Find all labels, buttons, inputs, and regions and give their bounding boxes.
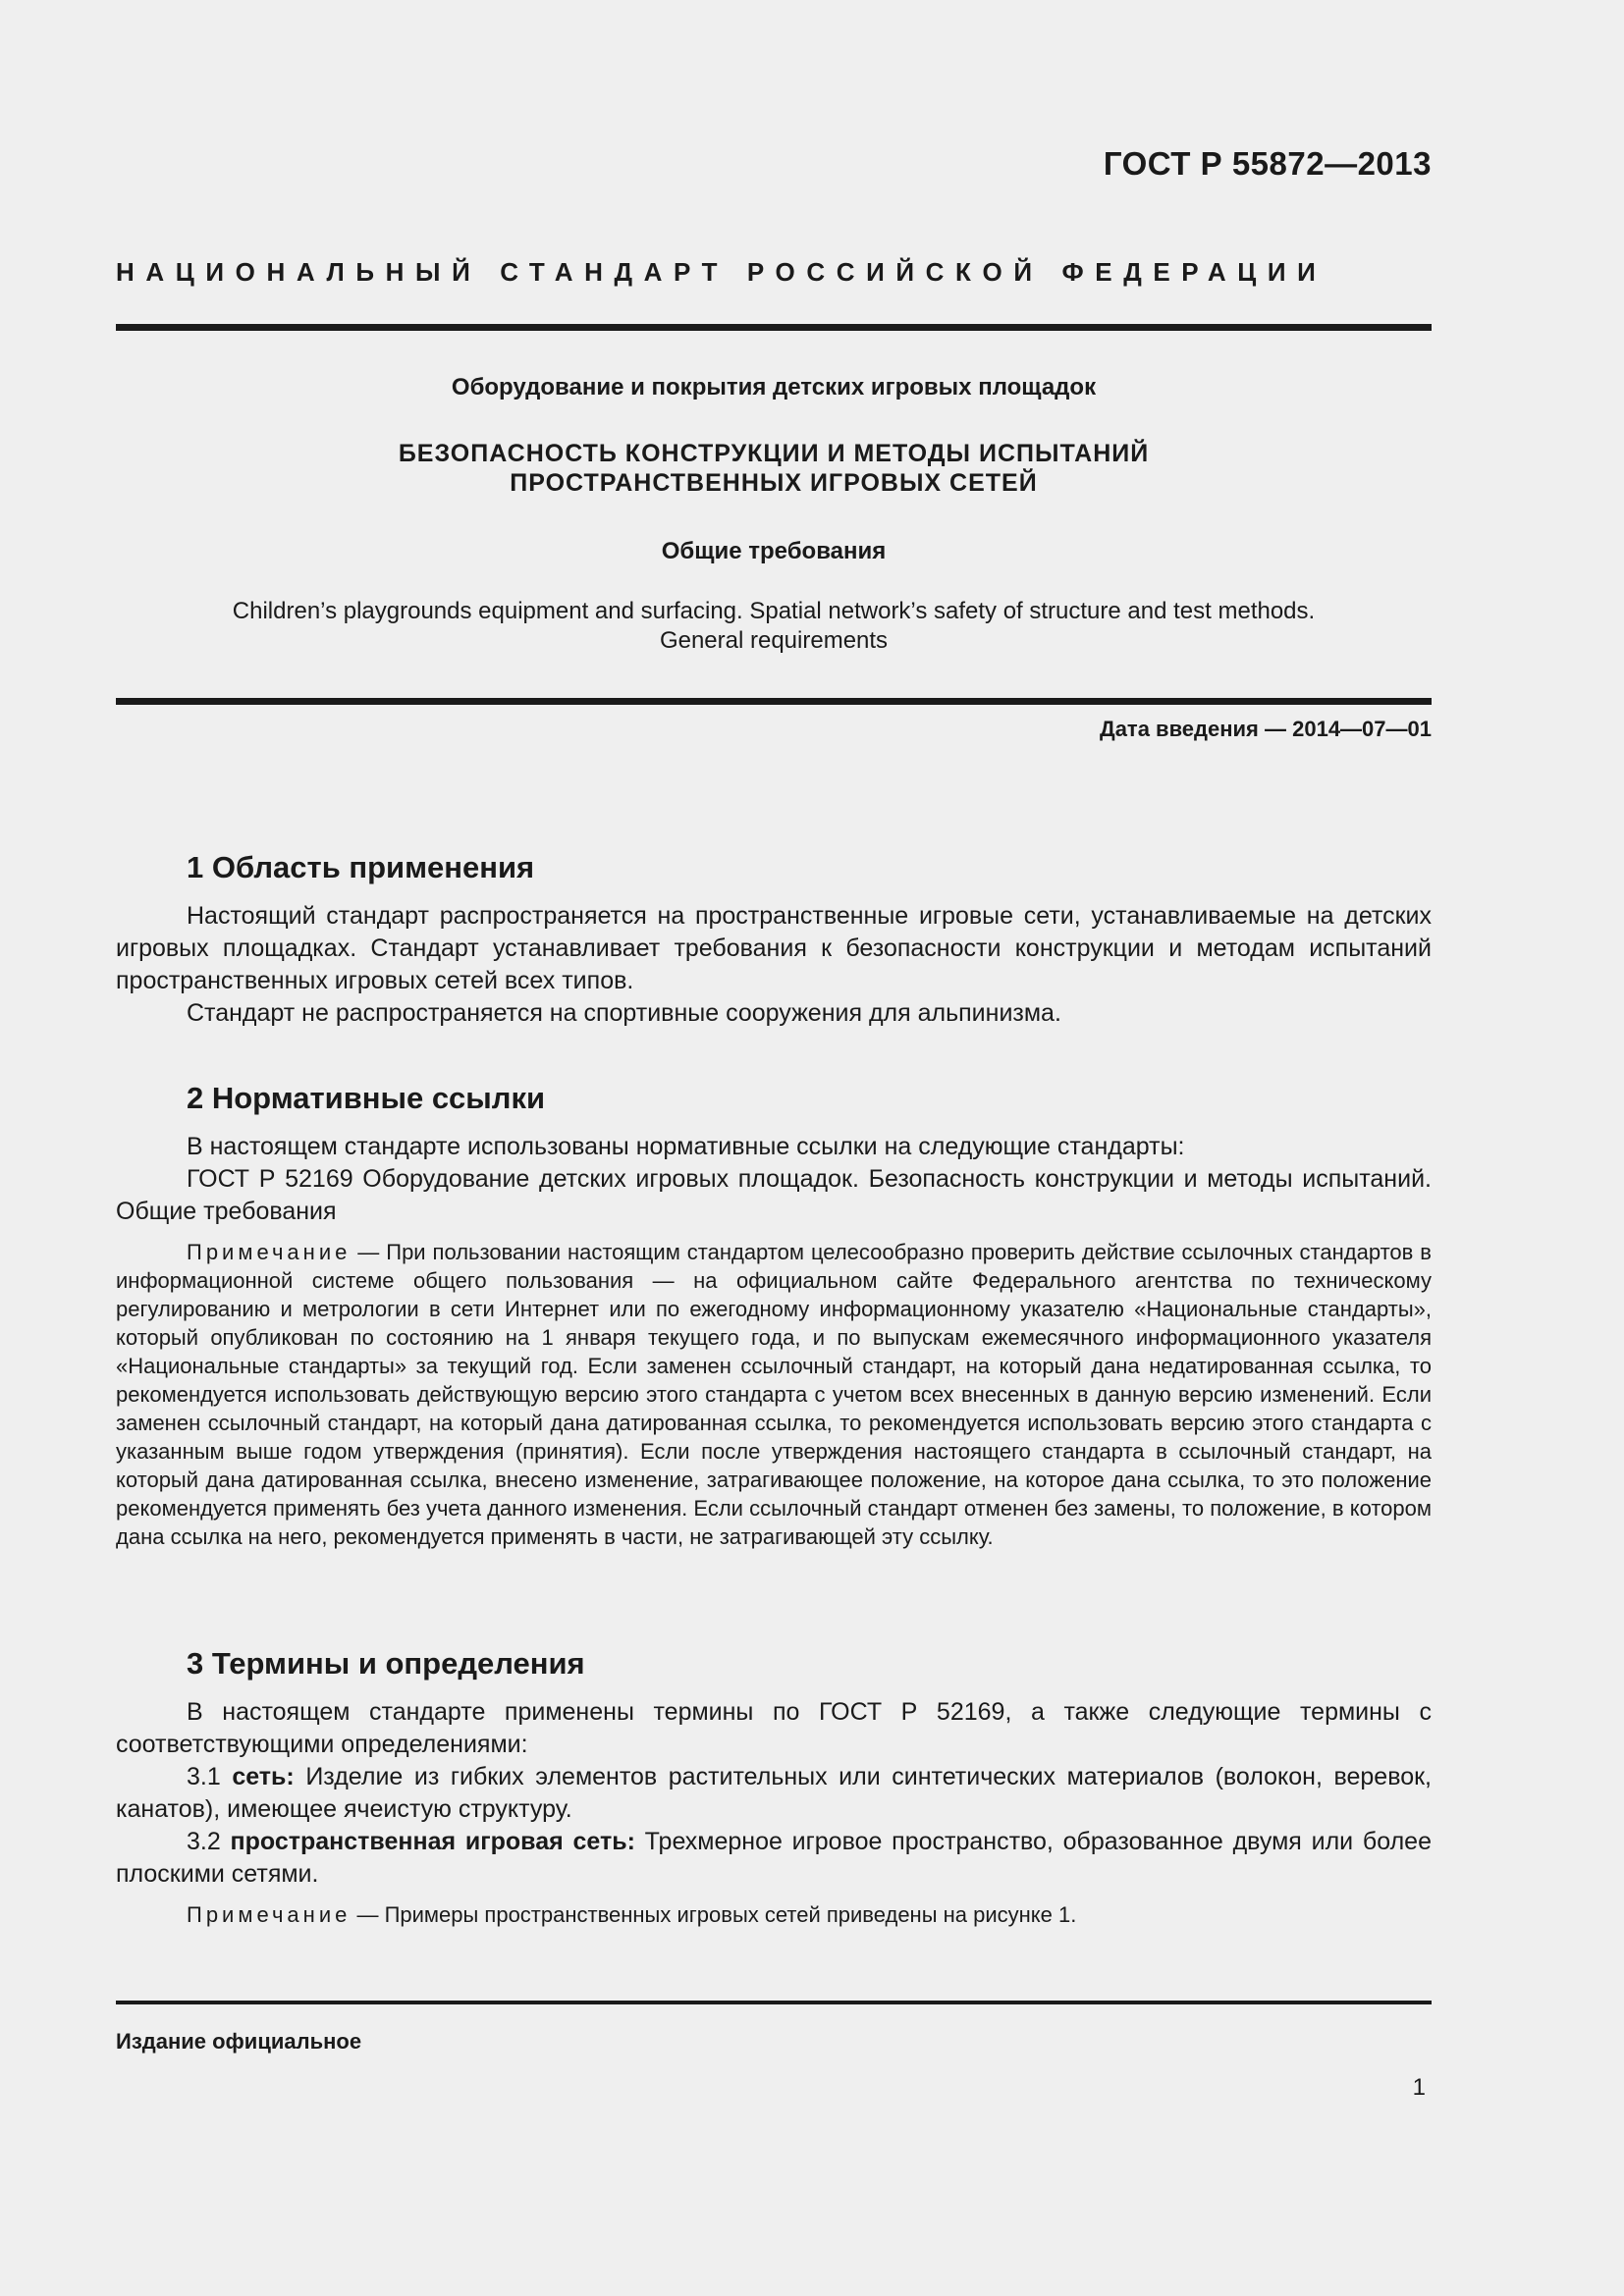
section-2-heading: 2 Нормативные ссылки	[187, 1081, 546, 1115]
term-3-1-definition: Изделие из гибких элементов растительных или синтетических материалов (волокон, веревок, канатов), имеющее ячеистую структуру.	[116, 1763, 1432, 1823]
term-3-2	[116, 1826, 1432, 1891]
section-1-paragraph-2: Стандарт не распространяется на спортивные сооружения для альпинизма.	[187, 999, 1061, 1027]
section-1-paragraph-1: Настоящий стандарт распространяется на пространственные игровые сети, устанавливаемые на детских игровых площадках. Стандарт устанавливает требования к безопасности конструкции и методам испытаний пространственных игровых сетей всех типов.	[116, 902, 1432, 994]
section-3	[116, 1646, 1432, 1929]
title-general-requirements: Общие требования	[661, 538, 887, 564]
gost-code: ГОСТ Р 55872—2013	[1103, 145, 1432, 182]
section-1-heading: 1 Область применения	[187, 850, 535, 884]
english-title	[116, 597, 1432, 656]
title-bottom-rule	[116, 698, 1432, 705]
official-edition-label: Издание официальное	[116, 2029, 362, 2054]
note-text: — Примеры пространственных игровых сетей приведены на рисунке 1.	[351, 1902, 1077, 1927]
top-rule	[116, 324, 1432, 331]
page-number: 1	[1412, 2074, 1426, 2101]
english-title-line-b: General requirements	[659, 627, 889, 654]
national-standard-banner: НАЦИОНАЛЬНЫЙ СТАНДАРТ РОССИЙСКОЙ ФЕДЕРАЦИИ	[116, 257, 1327, 287]
title-line-1: Оборудование и покрытия детских игровых площадок	[451, 374, 1097, 400]
term-3-1-number: 3.1	[187, 1763, 233, 1790]
document-page	[116, 0, 1432, 2296]
title-main-line-b: ПРОСТРАНСТВЕННЫХ ИГРОВЫХ СЕТЕЙ	[510, 469, 1038, 497]
section-2	[116, 1081, 1432, 1551]
term-3-1	[116, 1761, 1432, 1826]
section-2-paragraph-1: В настоящем стандарте использованы нормативные ссылки на следующие стандарты:	[187, 1133, 1185, 1160]
section-1	[116, 850, 1432, 1030]
note-label: Примечание	[187, 1240, 352, 1264]
term-3-2-term: пространственная игровая сеть:	[230, 1828, 635, 1855]
section-2-reference: ГОСТ Р 52169 Оборудование детских игровых площадок. Безопасность конструкции и методы испытаний. Общие требования	[116, 1165, 1432, 1225]
term-3-2-definition: Трехмерное игровое пространство, образованное двумя или более плоскими сетями.	[116, 1828, 1432, 1888]
term-3-2-number: 3.2	[187, 1828, 231, 1855]
title-main	[116, 439, 1432, 498]
section-3-paragraph-1: В настоящем стандарте применены термины по ГОСТ Р 52169, а также следующие термины с соответствующими определениями:	[116, 1698, 1432, 1758]
section-3-heading: 3 Термины и определения	[187, 1646, 585, 1681]
note-text: — При пользовании настоящим стандартом целесообразно проверить действие ссылочных стандартов в информационной системе общего пользования — на официальном сайте Федерального агентства по техническому регулированию и метрологии в сети Интернет или по ежегодному информационному указателю «Национальные стандарты», который опубликован по состоянию на 1 января текущего года, и по выпускам ежемесячного информационного указателя «Национальные стандарты» за текущий год. Если заменен ссылочный стандарт, на который дана недатированная ссылка, то рекомендуется использовать действующую версию этого стандарта с учетом всех внесенных в данную версию изменений. Если заменен ссылочный стандарт, на который дана датированная ссылка, то рекомендуется использовать версию этого стандарта с указанным выше годом утверждения (принятия). Если после утверждения настоящего стандарта в ссылочный стандарт, на который дана датированная ссылка, внесено изменение, затрагивающее положение, на которое дана ссылка, то это положение рекомендуется применять без учета данного изменения. Если ссылочный стандарт отменен без замены, то положение, в котором дана ссылка на него, рекомендуется применять в части, не затрагивающей эту ссылку.	[116, 1240, 1432, 1549]
introduction-date: Дата введения — 2014—07—01	[1100, 717, 1432, 741]
section-3-note	[116, 1900, 1432, 1929]
term-3-1-term: сеть:	[232, 1763, 295, 1790]
note-label: Примечание	[187, 1902, 352, 1927]
title-main-line-a: БЕЗОПАСНОСТЬ КОНСТРУКЦИИ И МЕТОДЫ ИСПЫТАНИЙ	[398, 440, 1150, 467]
section-2-note	[116, 1238, 1432, 1551]
footer-rule	[116, 2001, 1432, 2004]
english-title-line-a: Children’s playgrounds equipment and surfacing. Spatial network’s safety of structure and test methods.	[232, 598, 1316, 624]
